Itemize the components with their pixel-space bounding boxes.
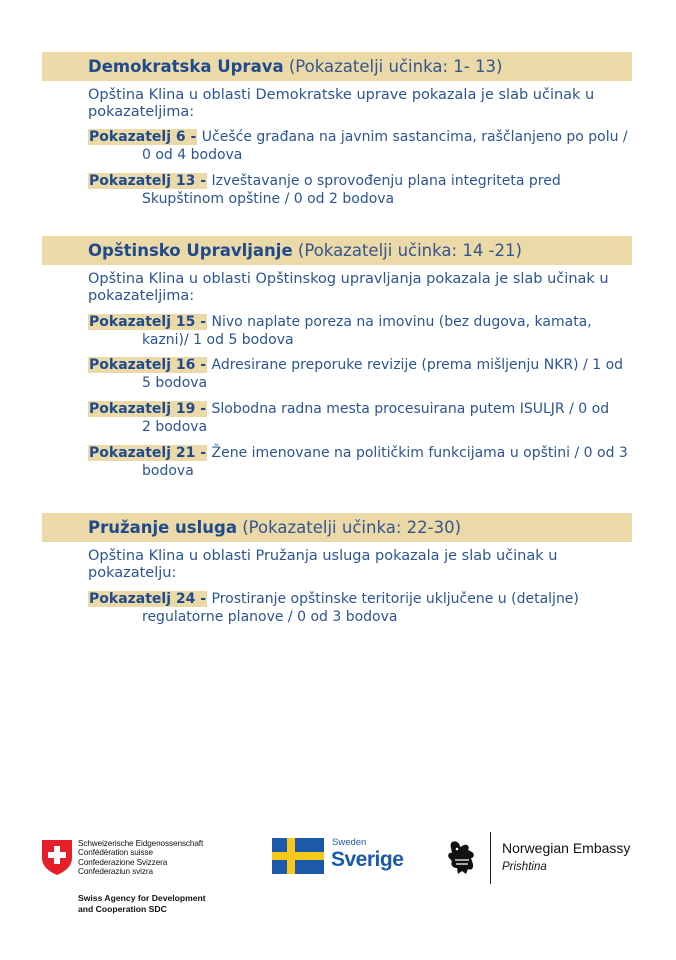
section-title-text: Pružanje usluga: [88, 518, 237, 537]
indicator-text: Slobodna radna mesta procesuirana putem ISULJR / 0 od: [211, 401, 610, 417]
indicator-continuation: 2 bodova: [142, 419, 208, 435]
swiss-line: Confédération suisse: [78, 848, 153, 858]
embassy-name: Norwegian Embassy: [502, 840, 631, 856]
section-intro: Opština Klina u oblasti Opštinskog upravljanja pokazala je slab učinak u pokazateljima:: [88, 271, 609, 304]
indicator-tag: Pokazatelj 21 -: [89, 445, 207, 461]
section-intro: Opština Klina u oblasti Demokratske uprave pokazala je slab učinak u pokazateljima:: [88, 87, 595, 120]
norwegian-lion-icon: [446, 838, 478, 876]
indicator-tag: Pokazatelj 13 -: [89, 173, 207, 189]
indicator-item: [88, 590, 633, 626]
section-title: [88, 57, 502, 76]
embassy-city: Prishtina: [502, 861, 547, 873]
section-range: (Pokazatelji učinka: 1- 13): [288, 57, 503, 76]
section-title-text: Opštinsko Upravljanje: [88, 241, 293, 260]
indicator-tag: Pokazatelj 15 -: [89, 314, 207, 330]
swiss-line: Schweizerische Eidgenossenschaft: [78, 839, 204, 848]
section-range: (Pokazatelji učinka: 14 -21): [297, 241, 522, 260]
section-range: (Pokazatelji učinka: 22-30): [242, 518, 462, 537]
indicator-tag: Pokazatelj 24 -: [89, 591, 207, 607]
indicator-text: Nivo naplate poreza na imovinu (bez dugova, kamata,: [211, 314, 592, 330]
indicator-tag: Pokazatelj 16 -: [89, 357, 207, 373]
indicator-item: [88, 128, 633, 164]
indicator-continuation: regulatorne planove / 0 od 3 bodova: [142, 609, 398, 625]
section-title-text: Demokratska Uprava: [88, 57, 284, 76]
indicator-item: [88, 356, 633, 392]
indicator-text: Izveštavanje o sprovođenju plana integriteta pred: [211, 173, 561, 189]
section-title: [88, 518, 461, 537]
indicator-continuation: kazni)/ 1 od 5 bodova: [142, 332, 294, 348]
agency-line: and Cooperation SDC: [78, 904, 167, 914]
swedish-flag-icon: [272, 838, 324, 874]
indicator-tag: Pokazatelj 6 -: [89, 129, 197, 145]
indicator-continuation: Skupštinom opštine / 0 od 2 bodova: [142, 191, 395, 207]
agency-line: Swiss Agency for Development: [78, 893, 206, 903]
indicator-text: Adresirane preporuke revizije (prema mišljenju NKR) / 1 od: [211, 357, 624, 373]
logo-divider: [490, 832, 491, 884]
indicator-item: [88, 172, 633, 208]
swiss-confederation-names: [78, 839, 278, 877]
indicator-continuation: bodova: [142, 463, 194, 479]
swiss-line: Confederaziun svizra: [78, 867, 153, 877]
indicator-tag: Pokazatelj 19 -: [89, 401, 207, 417]
swiss-line: Confederazione Svizzera: [78, 857, 168, 867]
indicator-item: [88, 400, 633, 436]
indicator-item: [88, 444, 633, 480]
indicator-continuation: 5 bodova: [142, 375, 208, 391]
section-title: [88, 241, 522, 260]
indicator-text: Prostiranje opštinske teritorije uključene u (detaljne): [211, 591, 579, 607]
swiss-flag-icon: [40, 838, 74, 876]
sverige-label: Sverige: [331, 848, 404, 871]
indicator-item: [88, 313, 633, 349]
indicator-text: Učešće građana na javnim sastancima, raščlanjeno po polu /: [201, 129, 628, 145]
sweden-label: Sweden: [332, 837, 367, 848]
swiss-agency-name: [78, 893, 278, 915]
indicator-text: Žene imenovane na političkim funkcijama u opštini / 0 od 3: [211, 445, 628, 461]
indicator-continuation: 0 od 4 bodova: [142, 147, 243, 163]
section-intro: Opština Klina u oblasti Pružanja usluga pokazala je slab učinak u pokazatelju:: [88, 548, 558, 581]
